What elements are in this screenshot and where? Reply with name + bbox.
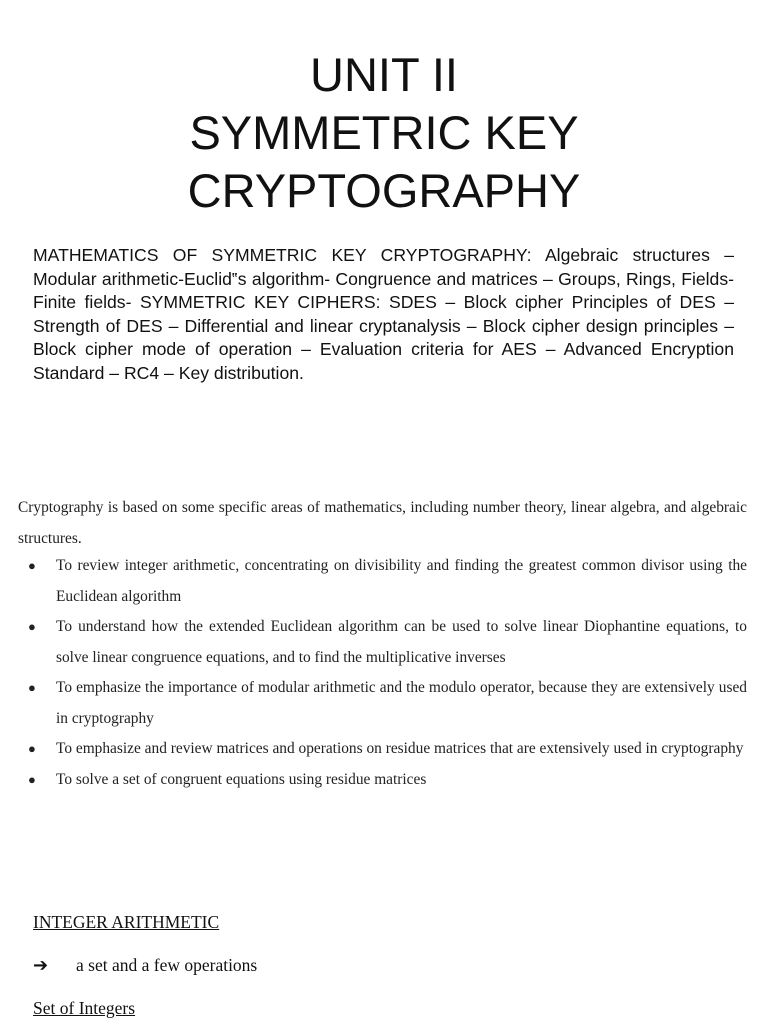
arrow-right-icon: ➔ [33, 955, 49, 976]
objective-text: To emphasize and review matrices and operations on residue matrices that are extensively used in cryptography [56, 740, 744, 757]
objective-text: To review integer arithmetic, concentrating on divisibility and finding the greatest common divisor using the Euclidean algorithm [56, 557, 747, 605]
title-topic-line-2: CRYPTOGRAPHY [187, 164, 581, 217]
title-topic-line-1: SYMMETRIC KEY [189, 106, 579, 159]
bullet-icon: ● [28, 619, 36, 634]
section-heading-integer-arithmetic: INTEGER ARITHMETIC [33, 912, 220, 932]
objectives-list [18, 551, 747, 795]
arrow-point-text: a set and a few operations [76, 955, 258, 975]
arrow-point [33, 953, 257, 978]
bullet-icon: ● [28, 771, 36, 787]
bullet-icon: ● [28, 741, 36, 756]
bullet-icon: ● [28, 680, 36, 695]
list-item [18, 673, 747, 734]
list-item [18, 612, 747, 673]
list-item [18, 734, 747, 765]
objective-text: To emphasize the importance of modular arithmetic and the modulo operator, because they are extensively used in cryptography [56, 679, 747, 727]
unit-title [0, 46, 768, 220]
list-item [18, 765, 747, 796]
syllabus-paragraph: MATHEMATICS OF SYMMETRIC KEY CRYPTOGRAPHY: Algebraic structures – Modular arithmetic-Euclid‟s algorithm- Congruence and matrices – Groups, Rings, Fields- Finite fields- SYMMETRIC KEY CIPHERS: SDES – Block cipher Principles of DES – Strength of DES – Differential and linear cryptanalysis – Block cipher design principles – Block cipher mode of operation – Evaluation criteria for AES – Advanced Encryption Standard – RC4 – Key distribution. [33, 245, 734, 383]
bullet-icon: ● [28, 558, 36, 573]
intro-paragraph: Cryptography is based on some specific areas of mathematics, including number theory, linear algebra, and algebraic structures. [18, 499, 747, 547]
sub-heading-set-of-integers: Set of Integers [33, 998, 136, 1018]
list-item [18, 551, 747, 612]
objective-text: To solve a set of congruent equations using residue matrices [56, 770, 427, 788]
objective-text: To understand how the extended Euclidean algorithm can be used to solve linear Diophantine equations, to solve linear congruence equations, and to find the multiplicative inverses [56, 618, 747, 666]
title-unit-number: UNIT II [310, 48, 458, 101]
